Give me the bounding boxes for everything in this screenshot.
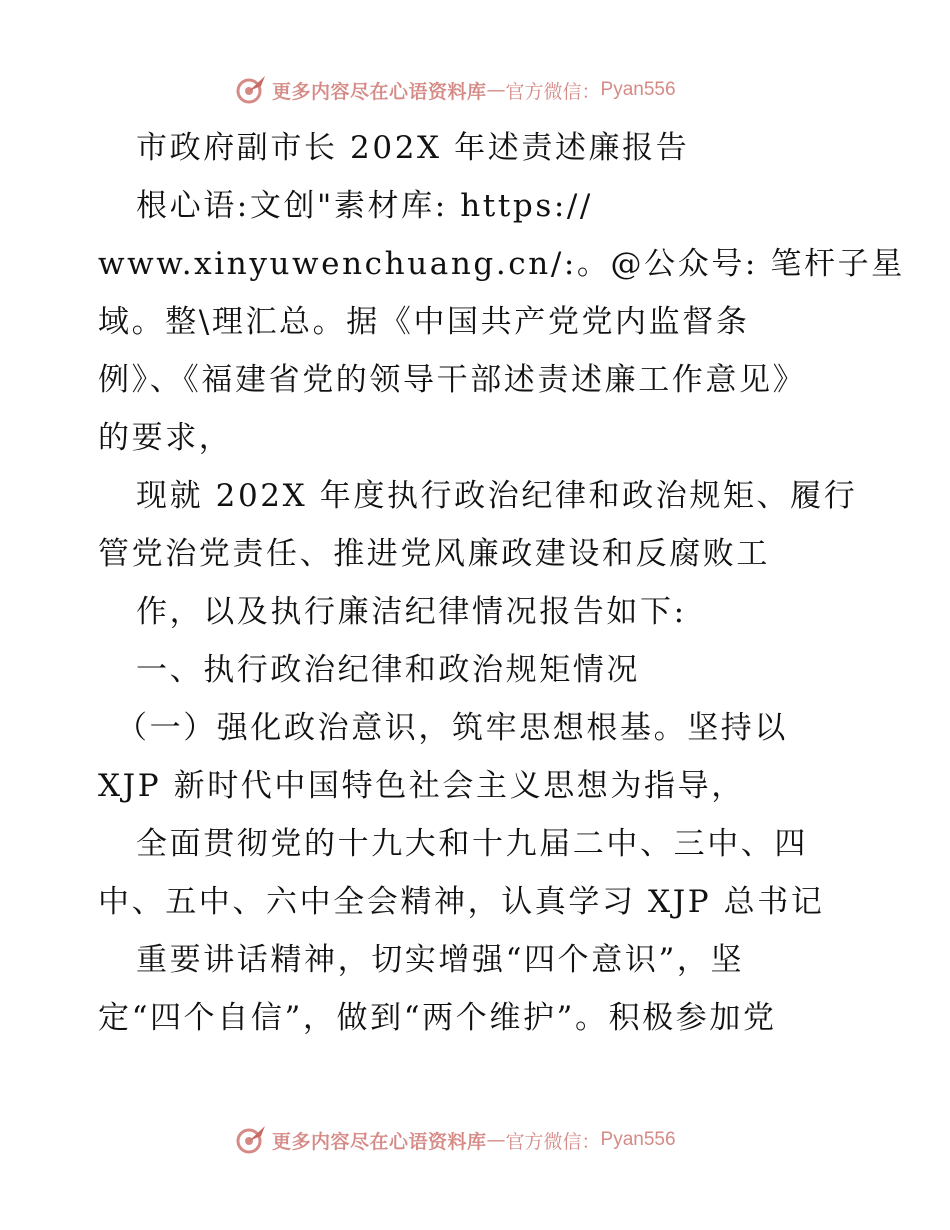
document-title: 市政府副市长 202X 年述责述廉报告: [136, 130, 690, 166]
quill-logo-icon: [234, 73, 268, 107]
watermark-wechat-id: Pyan556: [600, 1129, 676, 1150]
section-heading: 一、执行政治纪律和政治规矩情况: [136, 652, 640, 688]
paragraph-line: 中、五中、六中全会精神，认真学习 XJP 总书记: [98, 884, 825, 920]
watermark-footer: [234, 1123, 676, 1157]
paragraph-line: 定“四个自信”，做到“两个维护”。积极参加党: [98, 1000, 777, 1036]
watermark-text: 更多内容尽在心语资料库: [272, 1130, 487, 1153]
paragraph-line: 根心语:文创"素材库: https://: [136, 188, 593, 224]
paragraph-line: 的要求，: [98, 420, 233, 456]
watermark-wechat-id: Pyan556: [600, 79, 676, 100]
watermark-text: 更多内容尽在心语资料库: [272, 80, 487, 103]
paragraph-line: 例》、《福建省党的领导干部述责述廉工作意见》: [98, 362, 807, 398]
paragraph-line: 域。整\理汇总。据《中国共产党党内监督条: [98, 304, 750, 340]
paragraph-line: 作，以及执行廉洁纪律情况报告如下:: [136, 594, 687, 630]
watermark-official-label: 官方微信：: [505, 80, 601, 103]
quill-logo-icon: [234, 1123, 268, 1157]
paragraph-line: XJP 新时代中国特色社会主义思想为指导，: [98, 768, 745, 804]
paragraph-line: 全面贯彻党的十九大和十九届二中、三中、四: [136, 826, 808, 862]
watermark-official-label: 官方微信：: [505, 1130, 601, 1153]
paragraph-line: 管党治党责任、推进党风廉政建设和反腐败工: [98, 536, 770, 572]
paragraph-line: 现就 202X 年度执行政治纪律和政治规矩、履行: [136, 478, 858, 514]
paragraph-line: 重要讲话精神，切实增强“四个意识”，坚: [136, 942, 745, 978]
subsection-heading: （一）强化政治意识，筑牢思想根基。坚持以: [116, 710, 788, 746]
watermark-header: [234, 73, 676, 107]
watermark-dash: —: [486, 1129, 506, 1151]
paragraph-line: www.xinyuwenchuang.cn/:。@公众号: 笔杆子星: [98, 246, 905, 282]
watermark-dash: —: [486, 79, 506, 101]
